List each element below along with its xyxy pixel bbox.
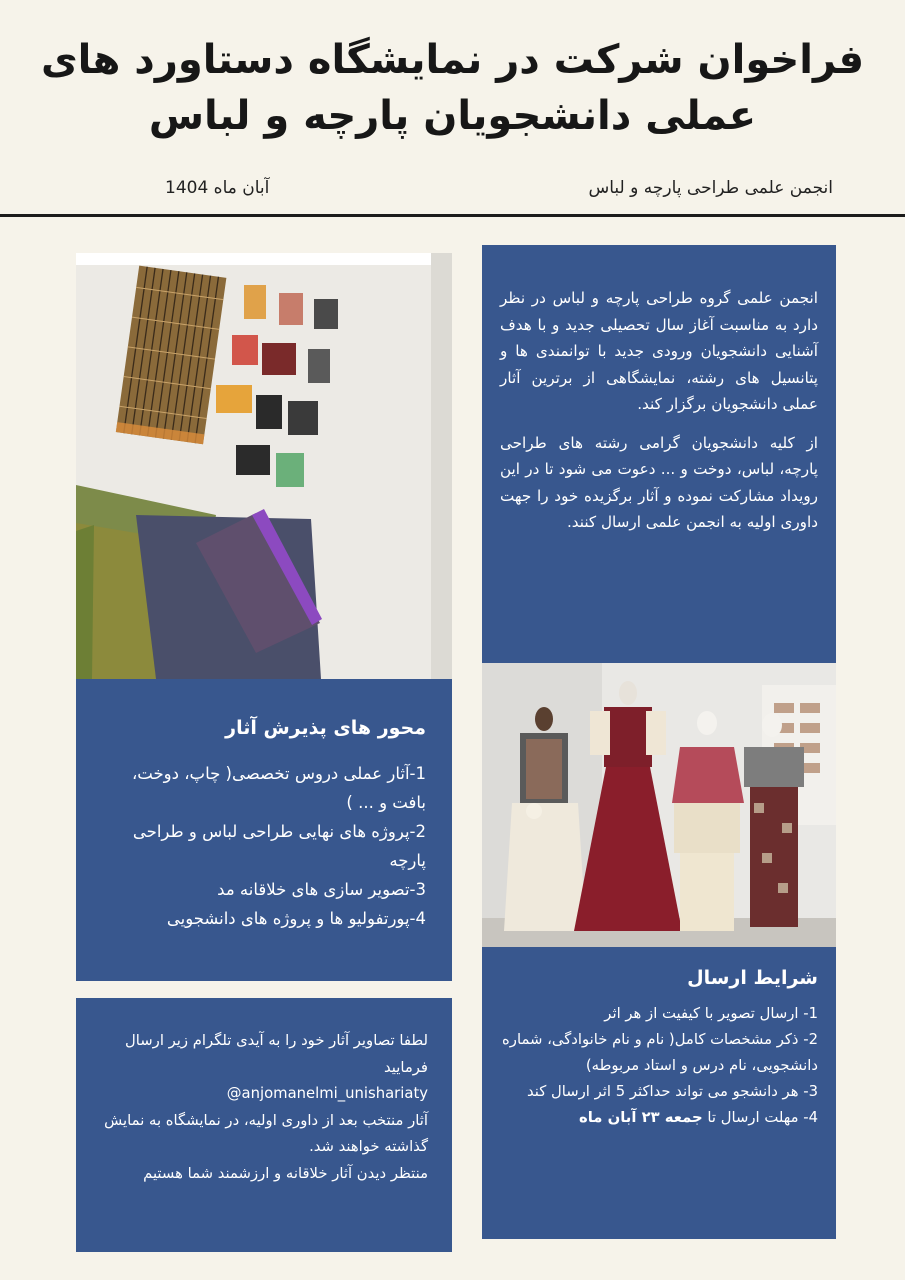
send-instruction: لطفا تصاویر آثار خود را به آیدی تلگرام زیر ارسال فرمایید xyxy=(125,1032,428,1076)
submission-topics-panel xyxy=(76,679,452,981)
header-divider xyxy=(0,214,905,217)
topic-item: 2-پروژه های نهایی طراحی لباس و طراحی پارچه xyxy=(132,822,426,870)
send-selection-note: آثار منتخب بعد از داوری اولیه، در نمایشگاه به نمایش گذاشته خواهند شد. xyxy=(104,1111,428,1155)
submission-conditions-panel xyxy=(482,947,836,1239)
condition-item: 1- ارسال تصویر با کیفیت از هر اثر xyxy=(604,1005,818,1022)
send-closing-note: منتظر دیدن آثار خلاقانه و ارزشمند شما هستیم xyxy=(143,1164,428,1182)
intro-paragraph-2: از کلیه دانشجویان گرامی رشته های طراحی پارچه، لباس، دوخت و ... دعوت می شود تا در این رویداد مشارکت نموده و آثار برگزیده خود را جهت داوری اولیه به انجمن علمی ارسال کنند. xyxy=(500,433,818,531)
topics-heading: محور های پذیرش آثار xyxy=(225,717,426,739)
topic-item: 3-تصویر سازی های خلاقانه مد xyxy=(217,880,426,899)
date-label: آبان ماه 1404 xyxy=(165,178,270,198)
fabric-swatches-photo xyxy=(76,253,452,679)
exhibition-photo xyxy=(482,663,836,947)
exhibition-illustration xyxy=(482,663,836,947)
organizer-label: انجمن علمی طراحی پارچه و لباس xyxy=(588,178,833,198)
conditions-heading: شرایط ارسال xyxy=(687,967,818,989)
deadline-prefix: 4- مهلت ارسال تا xyxy=(702,1109,818,1126)
conditions-list xyxy=(498,1001,818,1131)
title-line-2: عملی دانشجویان پارچه و لباس xyxy=(148,93,757,139)
condition-item: 2- ذکر مشخصات کامل( نام و نام خانوادگی، شماره دانشجویی، نام درس و استاد مربوطه) xyxy=(502,1031,818,1074)
topic-item: 1-آثار عملی دروس تخصصی( چاپ، دوخت، بافت و ... ) xyxy=(131,764,426,812)
submission-instructions-panel xyxy=(76,998,452,1252)
intro-paragraph-1: انجمن علمی گروه طراحی پارچه و لباس در نظر دارد به مناسبت آغاز سال تحصیلی جدید و با هدف آشنایی دانشجویان ورودی جدید با توانمندی ها و پتانسیل های رشته، نمایشگاهی از برترین آثار عملی دانشجویان برگزار کند. xyxy=(500,289,818,413)
intro-panel xyxy=(482,245,836,663)
fabric-illustration xyxy=(76,253,452,679)
telegram-handle-link[interactable]: @anjomanelmi_unishariaty xyxy=(226,1085,428,1102)
poster-title xyxy=(20,32,885,144)
condition-item: 3- هر دانشجو می تواند حداکثر 5 اثر ارسال کند xyxy=(526,1083,818,1100)
condition-item-deadline xyxy=(498,1105,818,1131)
deadline-date: جمعه ۲۳ آبان ماه xyxy=(578,1109,703,1126)
topic-item: 4-پورتفولیو ها و پروژه های دانشجویی xyxy=(166,909,426,928)
title-line-1: فراخوان شرکت در نمایشگاه دستاورد های xyxy=(40,37,865,83)
topics-list xyxy=(96,759,426,933)
